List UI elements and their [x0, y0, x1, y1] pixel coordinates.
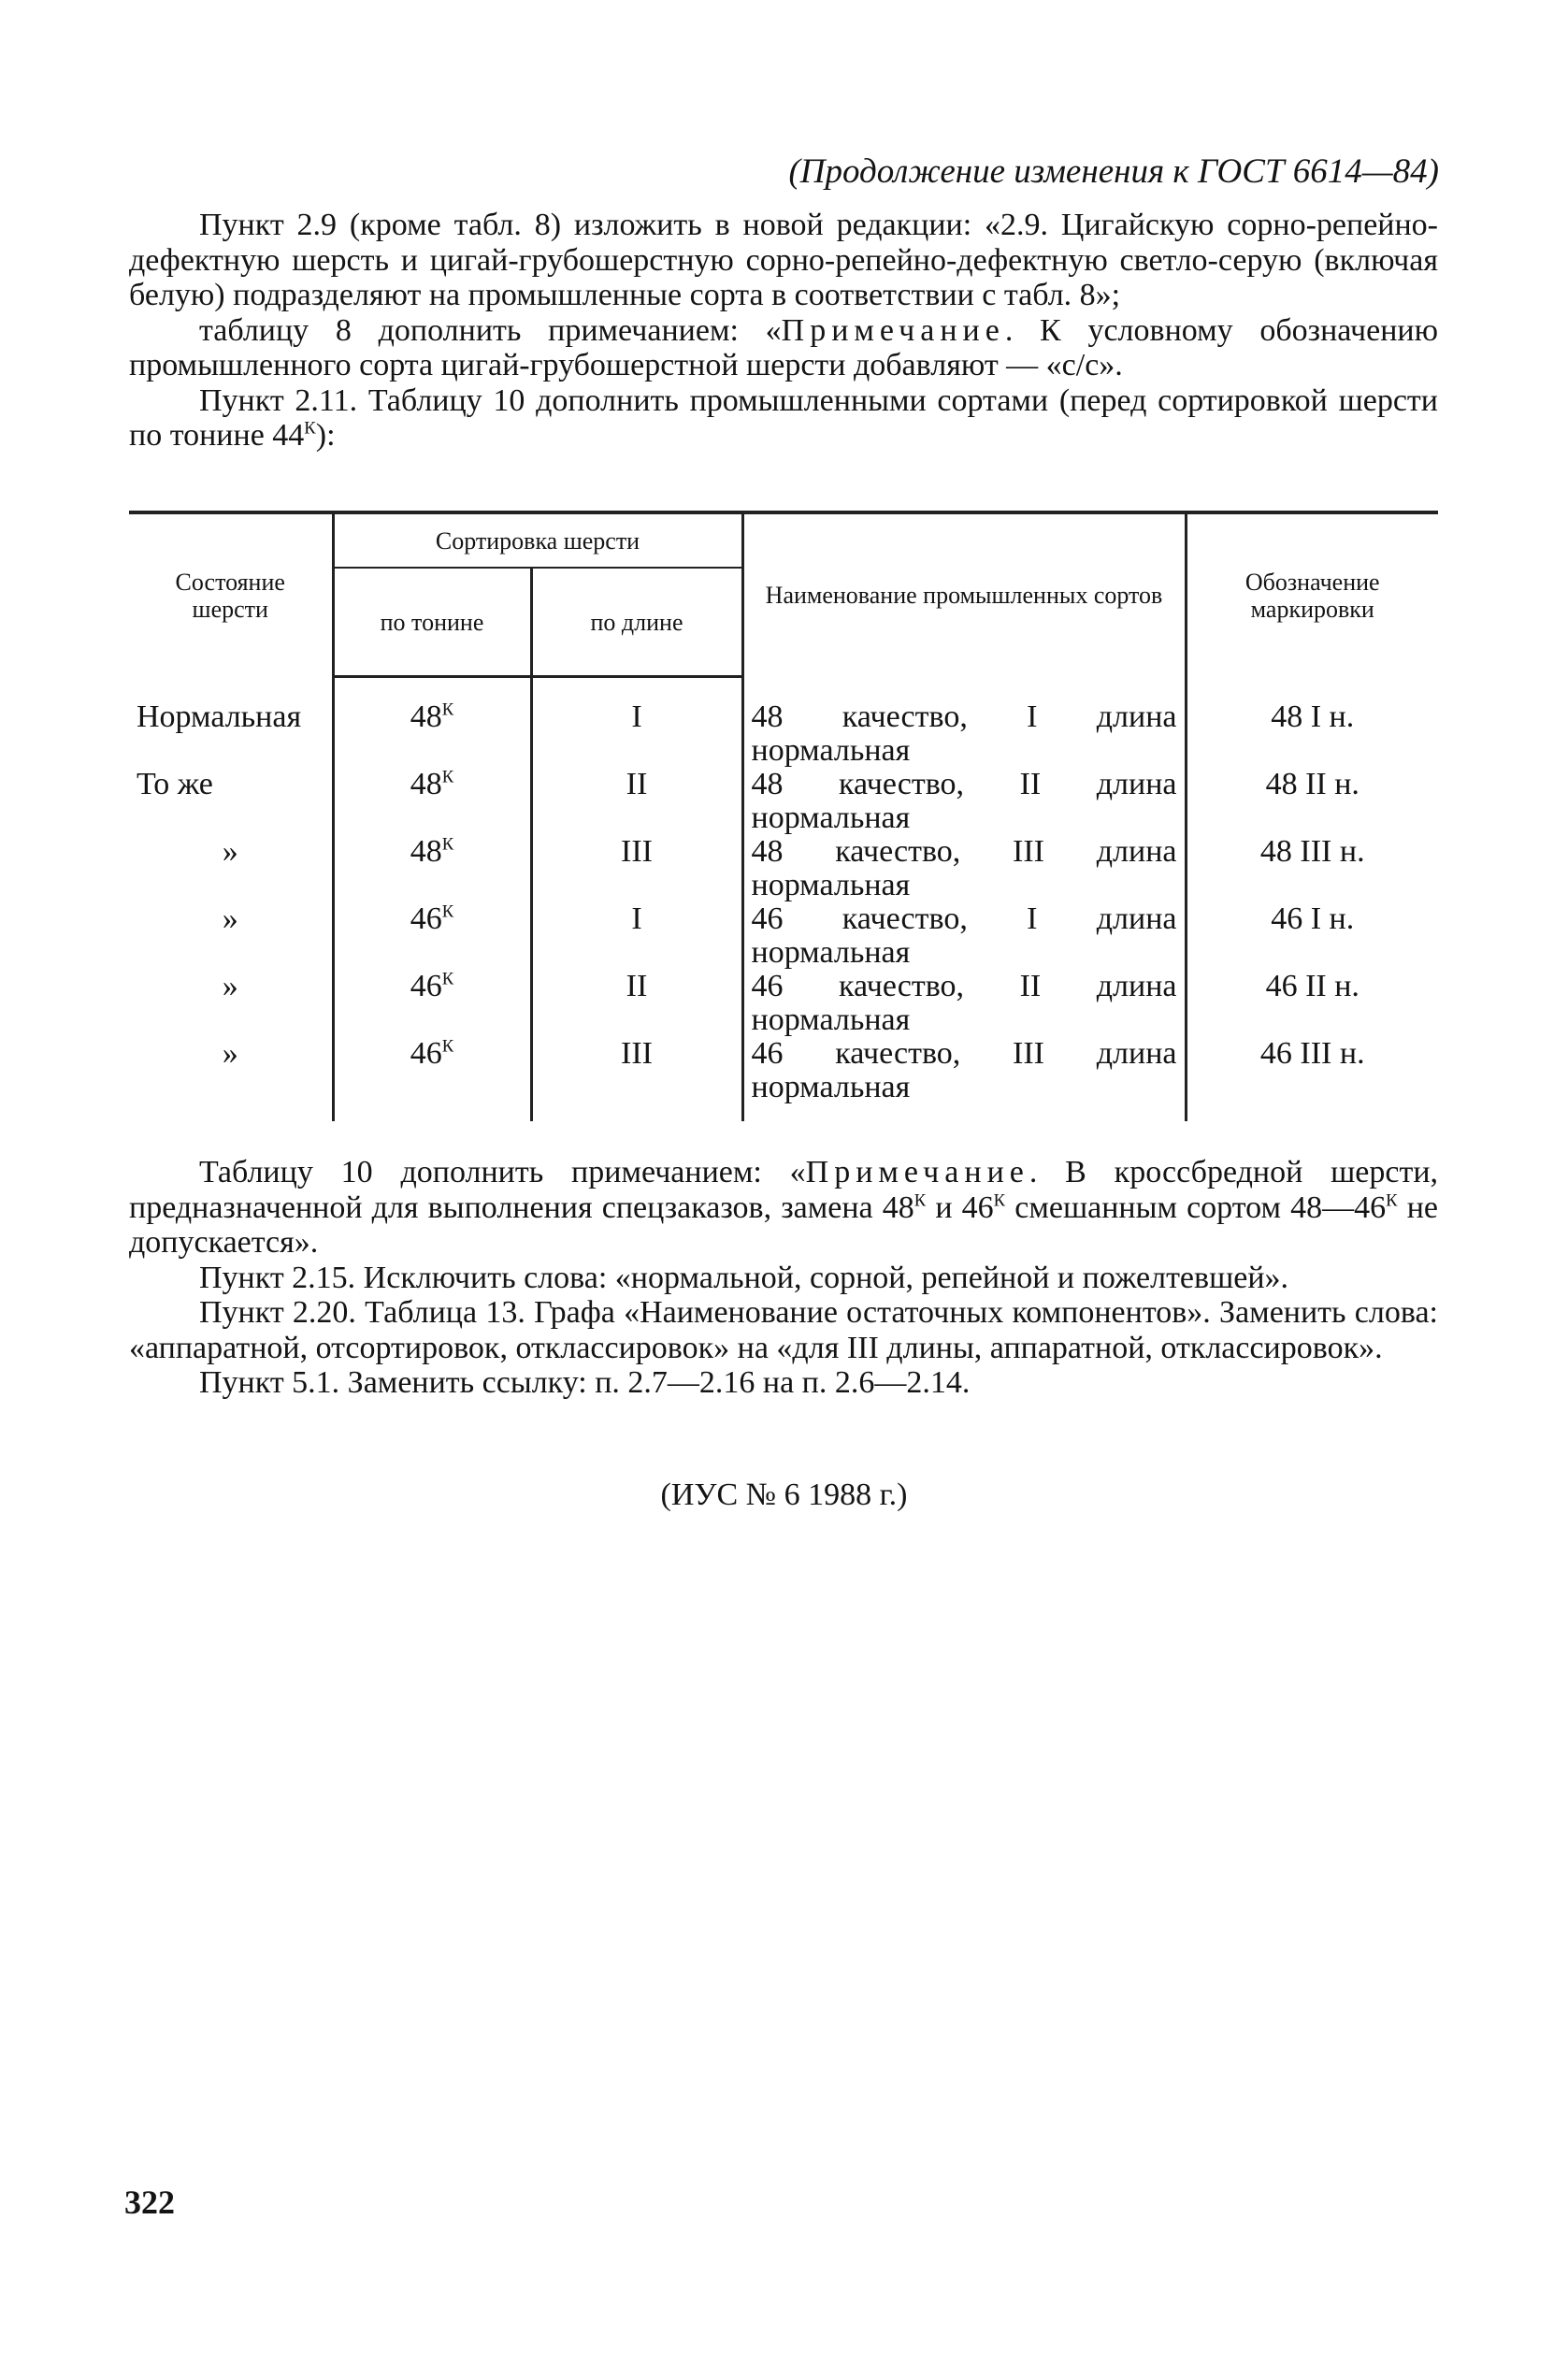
cell-grade-name: 46 качество, II длина нормальная	[742, 970, 1186, 1037]
cell-state: »	[129, 902, 333, 970]
cell-grade-name: 48 качество, II длина нормальная	[742, 768, 1186, 835]
table-row	[129, 970, 1438, 1037]
cell-marking: 46 I н.	[1186, 902, 1438, 970]
page-header: (Продолжение изменения к ГОСТ 6614—84)	[788, 152, 1439, 191]
page-number: 322	[124, 2184, 175, 2221]
cell-length: I	[531, 700, 742, 768]
cell-length: II	[531, 768, 742, 835]
cell-marking: 48 II н.	[1186, 768, 1438, 835]
table-spacer	[129, 677, 1438, 701]
cell-grade-name: 46 качество, III длина нормальная	[742, 1037, 1186, 1121]
paragraph-table-10-note: Таблицу 10 дополнить примечанием: «Примечание. В кроссбредной шерсти, предназначенной для выполнения спецзаказов, замена $48^К$ и $46^К$ смешанным сортом $48—46^К$ не допускается».	[129, 1155, 1439, 1260]
cell-grade-name: 48 качество, I длина нормальная	[742, 700, 1186, 768]
header-sorting-group: Сортировка шерсти	[333, 512, 742, 568]
paragraph-2-11: Пункт 2.11. Таблицу 10 дополнить промышленными сортами (перед сортировкой шерсти по тонине $44^К$):	[129, 382, 1438, 453]
cell-marking: 48 I н.	[1186, 700, 1438, 768]
header-grade-name: Наименование промышленных сортов	[742, 512, 1186, 677]
table-row	[129, 835, 1438, 902]
header-state: Состояние шерсти	[129, 512, 333, 677]
table-row	[129, 1037, 1438, 1121]
wool-grades-table	[129, 511, 1438, 1121]
cell-marking: 46 II н.	[1186, 970, 1438, 1037]
amendment-text	[129, 1155, 1438, 1401]
cell-fineness: $46^К$	[333, 902, 531, 970]
table-row	[129, 768, 1438, 835]
cell-length: III	[531, 835, 742, 902]
cell-grade-name: 46 качество, I длина нормальная	[742, 902, 1186, 970]
cell-fineness: $46^К$	[333, 1037, 531, 1121]
cell-state: »	[129, 1037, 333, 1121]
table-row	[129, 700, 1438, 768]
paragraph-2-15: Пункт 2.15. Исключить слова: «нормальной, сорной, репейной и пожелтевшей».	[199, 1260, 1289, 1295]
header-marking: Обозначение маркировки	[1186, 512, 1438, 677]
table-header-row	[129, 512, 1438, 568]
cell-fineness: $48^К$	[333, 768, 531, 835]
cell-grade-name: 48 качество, III длина нормальная	[742, 835, 1186, 902]
cell-fineness: $48^К$	[333, 700, 531, 768]
cell-state: »	[129, 835, 333, 902]
cell-fineness: $46^К$	[333, 970, 531, 1037]
cell-length: I	[531, 902, 742, 970]
intro-text	[129, 208, 1438, 454]
cell-length: II	[531, 970, 742, 1037]
cell-state: Нормальная	[129, 700, 333, 768]
paragraph-2-20: Пункт 2.20. Таблица 13. Графа «Наименование остаточных компонентов». Заменить слова: «аппаратной, отсортировок, отклассировок» на «для III длины, аппаратной, отклассировок».	[129, 1295, 1438, 1365]
paragraph-2-9: Пункт 2.9 (кроме табл. 8) изложить в новой редакции: «2.9. Цигайскую сорно-репейно-дефектную шерсть и цигай-грубошерстную сорно-репейно-дефектную светло-серую (включая белую) подразделяют на промышленные сорта в соответствии с табл. 8»;	[129, 208, 1438, 312]
header-by-fineness: по тонине	[333, 568, 531, 677]
header-by-length: по длине	[531, 568, 742, 677]
cell-state: »	[129, 970, 333, 1037]
table-row	[129, 902, 1438, 970]
cell-state: То же	[129, 768, 333, 835]
source-reference: (ИУС № 6 1988 г.)	[660, 1478, 908, 1512]
cell-marking: 46 III н.	[1186, 1037, 1438, 1121]
paragraph-5-1: Пункт 5.1. Заменить ссылку: п. 2.7—2.16 на п. 2.6—2.14.	[199, 1365, 971, 1400]
cell-fineness: $48^К$	[333, 835, 531, 902]
cell-length: III	[531, 1037, 742, 1121]
cell-marking: 48 III н.	[1186, 835, 1438, 902]
paragraph-table-8-note: таблицу 8 дополнить примечанием: «Примечание. К условному обозначению промышленного сорта цигай-грубошерстной шерсти добавляют — «с/с».	[129, 312, 1438, 382]
